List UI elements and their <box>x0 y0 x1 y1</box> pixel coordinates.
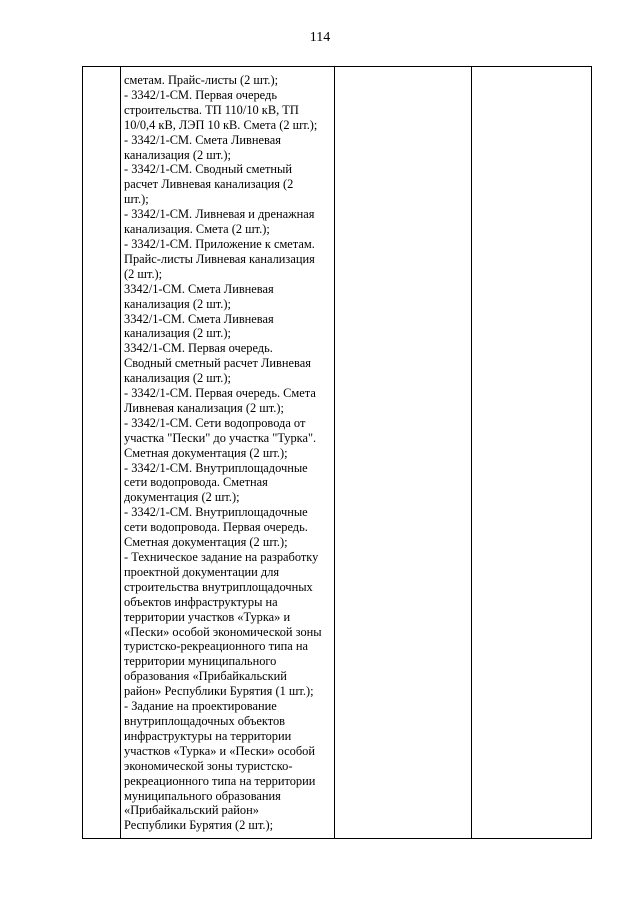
text-line: рекреационного типа на территории <box>124 773 316 788</box>
text-line: объектов инфраструктуры на <box>124 594 278 609</box>
text-line: Прайс-листы Ливневая канализация <box>124 251 315 266</box>
text-line: участков «Турка» и «Пески» особой <box>124 743 315 758</box>
document-table <box>82 66 592 839</box>
cell-description <box>121 67 335 839</box>
text-line: район» Республики Бурятия (1 шт.); <box>124 684 314 699</box>
text-line: 3342/1-СМ. Смета Ливневая <box>124 281 274 296</box>
text-line: - 3342/1-СМ. Ливневая и дренажная <box>124 207 315 222</box>
text-line: туристско-рекреационного типа на <box>124 639 308 654</box>
description-text <box>121 67 334 835</box>
text-line: - Техническое задание на разработку <box>124 550 319 564</box>
table-row <box>83 67 592 839</box>
text-line: - 3342/1-СМ. Первая очередь <box>124 87 277 102</box>
text-line: канализация (2 шт.); <box>124 296 231 311</box>
text-line: канализация. Смета (2 шт.); <box>124 222 270 237</box>
text-line: Сметная документация (2 шт.); <box>124 445 288 460</box>
text-line: экономической зоны туристско- <box>124 758 293 773</box>
text-line: (2 шт.); <box>124 266 163 281</box>
text-line: Ливневая канализация (2 шт.); <box>124 400 284 415</box>
text-line: - 3342/1-СМ. Сети водопровода от <box>124 415 306 430</box>
cell-empty-4 <box>472 67 592 839</box>
text-line: территории муниципального <box>124 654 277 669</box>
text-line: «Прибайкальский район» <box>124 803 259 818</box>
text-line: Сводный сметный расчет Ливневая <box>124 356 311 371</box>
page-number: 114 <box>309 30 331 45</box>
text-line: участка "Пески" до участка "Турка". <box>124 430 317 445</box>
text-line: - 3342/1-СМ. Внутриплощадочные <box>124 505 308 520</box>
text-line: территории участков «Турка» и <box>124 609 291 624</box>
text-line: - 3342/1-СМ. Первая очередь. Смета <box>124 386 316 401</box>
cell-number <box>83 67 121 839</box>
text-line: образования «Прибайкальский <box>124 669 287 684</box>
text-line: шт.); <box>124 192 149 207</box>
text-line: - 3342/1-СМ. Смета Ливневая <box>124 132 281 147</box>
text-line: внутриплощадочных объектов <box>124 713 286 728</box>
text-line: 10/0,4 кВ, ЛЭП 10 кВ. Смета (2 шт.); <box>124 117 318 132</box>
text-line: - 3342/1-СМ. Приложение к сметам. <box>124 236 315 251</box>
text-line: муниципального образования <box>124 788 281 803</box>
cell-empty-3 <box>335 67 472 839</box>
text-line: канализация (2 шт.); <box>124 326 231 341</box>
text-line: 3342/1-СМ. Первая очередь. <box>124 341 273 356</box>
text-line: Республики Бурятия (2 шт.); <box>124 818 274 833</box>
text-line: - 3342/1-СМ. Сводный сметный <box>124 162 292 177</box>
text-line: строительства внутриплощадочных <box>124 579 313 594</box>
text-line: инфраструктуры на территории <box>124 728 292 743</box>
text-line: сети водопровода. Первая очередь. <box>124 520 308 535</box>
text-line: 3342/1-СМ. Смета Ливневая <box>124 311 274 326</box>
text-line: «Пески» особой экономической зоны <box>124 624 322 639</box>
text-line: - 3342/1-СМ. Внутриплощадочные <box>124 460 308 475</box>
text-line: - Задание на проектирование <box>124 699 277 714</box>
text-line: сметам. Прайс-листы (2 шт.); <box>124 73 279 87</box>
text-line: канализация (2 шт.); <box>124 147 231 162</box>
text-line: Сметная документация (2 шт.); <box>124 535 288 550</box>
text-line: документация (2 шт.); <box>124 490 240 505</box>
text-line: расчет Ливневая канализация (2 <box>124 177 294 192</box>
text-line: проектной документации для <box>124 564 280 579</box>
text-line: строительства. ТП 110/10 кВ, ТП <box>124 102 299 117</box>
text-line: канализация (2 шт.); <box>124 371 231 386</box>
text-line: сети водопровода. Сметная <box>124 475 268 490</box>
